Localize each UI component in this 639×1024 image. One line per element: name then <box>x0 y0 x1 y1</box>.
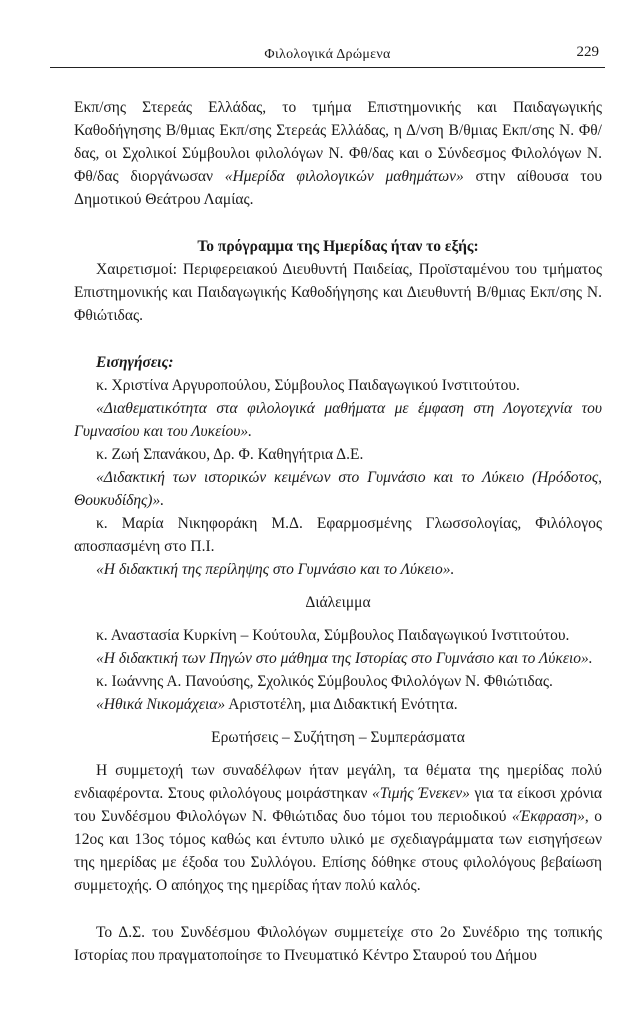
talk-speaker: κ. Αναστασία Κυρκίνη – Κούτουλα, Σύμβουλος Παιδαγωγικού Ινστιτούτου. <box>96 627 570 644</box>
talks-heading: Εισηγήσεις: <box>96 354 174 371</box>
page-number: 229 <box>576 44 599 60</box>
closing-label: Ερωτήσεις – Συζήτηση – Συμπεράσματα <box>211 729 465 746</box>
running-header <box>50 44 605 68</box>
talk-title: «Διδακτική των ιστορικών κειμένων στο Γυμνάσιο και το Λύκειο (Ηρόδοτος, Θουκυδίδης)». <box>74 469 602 509</box>
intro-event-name: «Ημερίδα φιλολογικών μαθημάτων» <box>224 168 464 185</box>
intro-paragraph <box>74 96 602 211</box>
break-label: Διάλειμμα <box>305 594 371 611</box>
summary-journal-title: «Έκφραση» <box>511 808 585 825</box>
talk-speaker: κ. Ζωή Σπανάκου, Δρ. Φ. Καθηγήτρια Δ.Ε. <box>96 446 364 463</box>
intro-text: Εκπ/σης Στερεάς Ελλάδας, το τμήμα Επιστημονικής και Παιδαγωγικής Καθοδήγησης Β/θμιας Εκπ/σης Στερεάς Ελλάδας, η Δ/νση Β/θμιας Εκπ/σης Ν. Φθ/δας, οι Σχολικοί Σύμβουλοι φιλολόγων Ν. Φθ/δας και ο Σύνδεσμος Φιλολόγων Ν. Φθ/δας διοργάνωσαν <box>74 99 602 185</box>
talk-title: «Η διδακτική της περίληψης στο Γυμνάσιο και το Λύκειο». <box>96 561 455 578</box>
running-header-title: Φιλολογικά Δρώμενα <box>264 47 391 62</box>
talk-title: «Διαθεματικότητα στα φιλολογικά μαθήματα με έμφαση στη Λογοτεχνία του Γυμνασίου και του Λυκείου». <box>74 400 602 440</box>
talk-title <box>74 693 602 716</box>
page-body <box>74 96 602 967</box>
talk-speaker: κ. Ιωάννης Α. Πανούσης, Σχολικός Σύμβουλος Φιλολόγων Ν. Φθιώτιδας. <box>96 673 553 690</box>
talk-title-italic: «Ηθικά Νικομάχεια» <box>96 696 226 713</box>
program-heading: Το πρόγραμμα της Ημερίδας ήταν το εξής: <box>197 238 479 255</box>
talk-speaker: κ. Μαρία Νικηφοράκη Μ.Δ. Εφαρμοσμένης Γλωσσολογίας, Φιλόλογος αποσπασμένη στο Π.Ι. <box>74 515 602 555</box>
summary-text: Η συμμετοχή των συναδέλφων ήταν μεγάλη, τα θέματα της ημερίδας πολύ ενδιαφέροντα. Στους φιλολόγους μοιράστηκαν <box>74 762 602 802</box>
summary-honor-title: «Τιμής Ένεκεν» <box>371 785 470 802</box>
intro-text-end: στην αίθουσα του Δημοτικού Θεάτρου Λαμίας. <box>74 168 602 208</box>
summary-text: για τα είκοσι χρόνια του Συνδέσμου Φιλολόγων Ν. Φθιώτιδας δυο τόμοι του περιοδικού <box>74 785 602 825</box>
talk-title-rest: Αριστοτέλη, μια Διδακτική Ενότητα. <box>228 696 458 713</box>
header-rule <box>50 67 605 68</box>
greetings-paragraph: Χαιρετισμοί: Περιφερειακού Διευθυντή Παιδείας, Προϊσταμένου του τμήματος Επιστημονικής και Παιδαγωγικής Καθοδήγησης και Διευθυντή Β/θμιας Εκπ/σης Ν. Φθιώτιδας. <box>74 261 602 324</box>
talk-speaker: κ. Χριστίνα Αργυροπούλου, Σύμβουλος Παιδαγωγικού Ινστιτούτου. <box>96 377 520 394</box>
summary-paragraph <box>74 759 602 897</box>
closing-paragraph: Το Δ.Σ. του Συνδέσμου Φιλολόγων συμμετείχε στο 2ο Συνέδριο της τοπικής Ιστορίας που πραγματοποίησε το Πνευματικό Κέντρο Σταυρού του Δήμου <box>74 924 602 964</box>
talk-title: «Η διδακτική των Πηγών στο μάθημα της Ιστορίας στο Γυμνάσιο και το Λύκειο». <box>96 650 593 667</box>
summary-text: , ο 12ος και 13ος τόμος καθώς και έντυπο υλικό με σχεδιαγράμματα των εισηγήσεων της ημερίδας με έξοδα του Συλλόγου. Επίσης δόθηκε στους φιλολόγους βεβαίωση συμμετοχής. Ο απόηχος της ημερίδας ήταν πολύ καλός. <box>74 808 602 894</box>
